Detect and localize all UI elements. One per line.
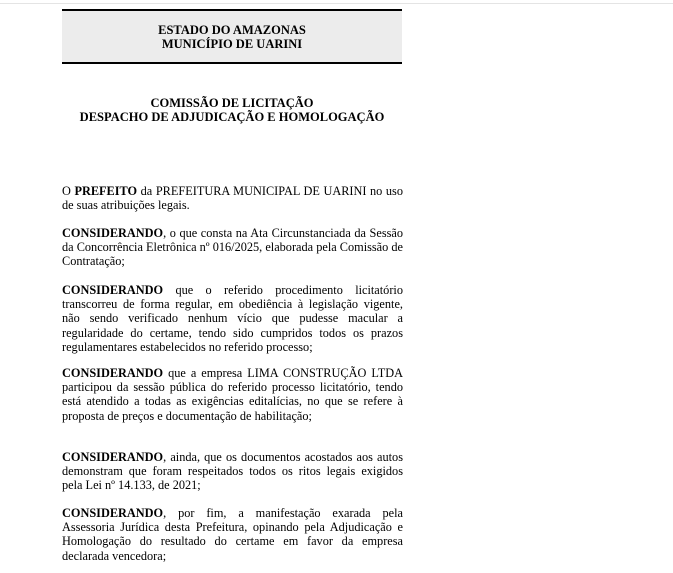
considerando-text: , ainda, que os documentos acostados aos autos demonstram que foram respeitados todos os ritos legais exigidos pela Lei nº 14.133, de 2021; [62,450,403,493]
considerando-paragraph [62,283,403,354]
title-dispatch: DESPACHO DE ADJUDICAÇÃO E HOMOLOGAÇÃO [79,110,385,124]
considerando-keyword: CONSIDERANDO [62,450,164,464]
top-divider [0,3,673,4]
considerando-paragraph [62,366,403,423]
considerando-keyword: CONSIDERANDO [62,366,164,380]
considerando-paragraph [62,450,403,493]
considerando-paragraph [62,226,403,269]
title-commission: COMISSÃO DE LICITAÇÃO [150,96,314,110]
considerando-text: , por fim, a manifestação exarada pela Assessoria Jurídica desta Prefeitura, opinando pela Adjudicação e Homologação do resultado do certame em favor da empresa declarada vencedora; [62,506,403,563]
considerando-paragraph [62,506,403,563]
considerando-text: , o que consta na Ata Circunstanciada da Sessão da Concorrência Eletrônica nº 016/2025, elaborada pela Comissão de Contratação; [62,226,403,269]
considerando-keyword: CONSIDERANDO [62,226,164,240]
intro-paragraph [62,184,403,212]
considerando-text: que o referido procedimento licitatório transcorreu de forma regular, em obediência à legislação vigente, não sendo verificado nenhum vício que pudesse macular a regularidade do certame, tendo sido cumpridos todos os prazos regulamentares estabelecidos no referido processo; [62,283,403,354]
intro-mayor: PREFEITO [74,184,138,198]
letterhead-municipality: MUNICÍPIO DE UARINI [161,37,303,51]
document-title [62,96,402,124]
intro-text-start: O [62,184,75,198]
letterhead-state: ESTADO DO AMAZONAS [158,23,306,37]
letterhead [62,9,402,64]
intro-text-end: da PREFEITURA MUNICIPAL DE UARINI no uso de suas atribuições legais. [62,184,403,213]
considerando-text: que a empresa LIMA CONSTRUÇÃO LTDA participou da sessão pública do referido processo licitatório, tendo está atendido a todas as exigências editalícias, no que se refere à proposta de preços e documentação de habilitação; [62,366,403,423]
considerando-keyword: CONSIDERANDO [62,506,164,520]
considerando-keyword: CONSIDERANDO [62,283,164,297]
